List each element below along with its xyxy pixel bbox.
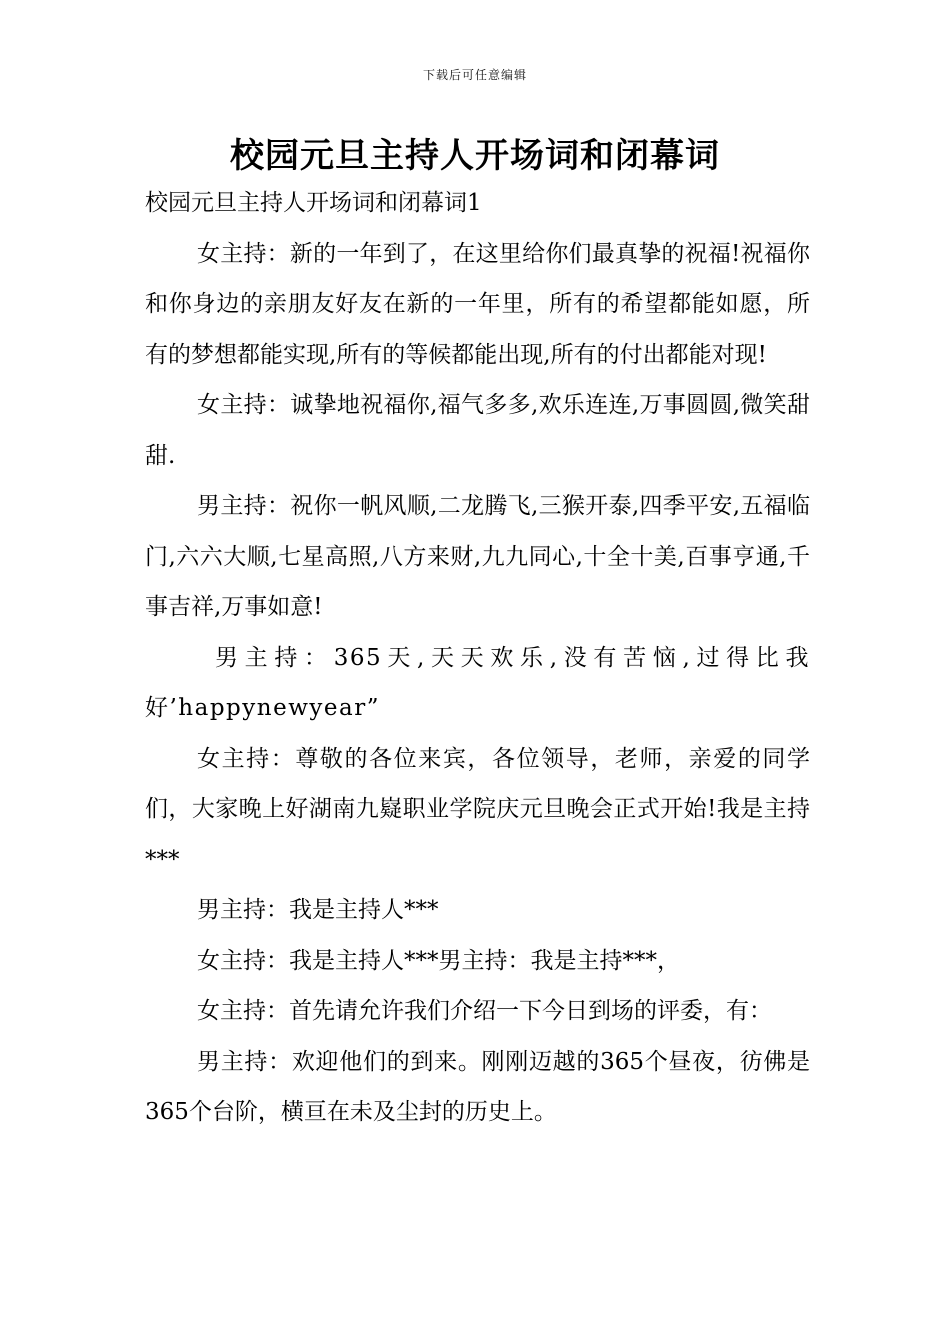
paragraph-4: 男主持：365天,天天欢乐,没有苦恼,过得比我好’happynewyear” [145,644,810,721]
paragraph-7: 女主持：我是主持人***男主持：我是主持***， [197,947,680,974]
paragraph-8: 女主持：首先请允许我们介绍一下今日到场的评委，有： [197,998,772,1024]
paragraph-2: 女主持：诚挚地祝福你,福气多多,欢乐连连,万事圆圆,微笑甜甜. [145,392,810,469]
paragraph-6: 男主持：我是主持人*** [197,897,439,923]
section-subtitle: 校园元旦主持人开场词和闭幕词1 [145,190,482,216]
paragraph-1: 女主持：新的一年到了，在这里给你们最真挚的祝福!祝福你和你身边的亲朋友好友在新的一年里，所有的希望都能如愿，所有的梦想都能实现,所有的等候都能出现,所有的付出都能对现! [145,240,810,368]
document-title: 校园元旦主持人开场词和闭幕词 [230,136,720,176]
header-note: 下载后可任意编辑 [422,68,527,82]
paragraph-5: 女主持：尊敬的各位来宾，各位领导，老师，亲爱的同学们，大家晚上好湖南九嶷职业学院庆元旦晚会正式开始!我是主持*** [145,745,810,873]
document-body [145,178,810,1138]
paragraph-3: 男主持：祝你一帆风顺,二龙腾飞,三猴开泰,四季平安,五福临门,六六大顺,七星高照,八方来财,九九同心,十全十美,百事亨通,千事吉祥,万事如意! [145,493,810,620]
paragraph-9: 男主持：欢迎他们的到来。刚刚迈越的365个昼夜，彷佛是365个台阶，横亘在未及尘封的历史上。 [145,1048,810,1125]
